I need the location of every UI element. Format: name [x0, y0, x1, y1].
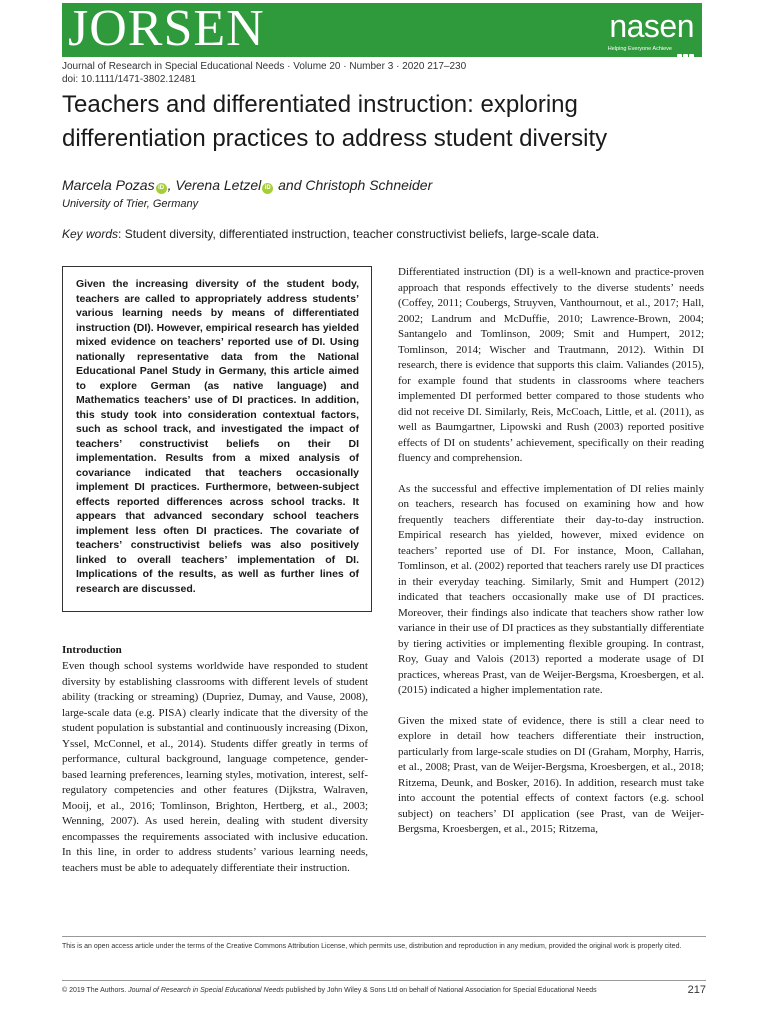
copyright-text: © 2019 The Authors.	[62, 987, 129, 994]
body-paragraph: As the successful and effective implementation of DI relies mainly on teachers, research has focused on examining how and how frequently teachers differentiate their day-to-day instruction. Empirical research has yielded, however, mixed evidence on teachers’ reported use of DI. For instance, Moon, Callahan, Tomlinson, et al. (2002) reported that teachers rarely use DI practices in their everyday teaching. Similarly, Smit and Humpert (2012) indicated that teachers occasionally make use of DI practices. Moreover, their findings also indicate that teachers show rather low variance in their use of DI practices as they substantially differentiate by tiering activities or implementing flexible grouping. In contrast, Roy, Guay and Valois (2013) reported a moderate usage of DI practices, whereas Prast, van de Weijer-Bergsma, Kroesbergen, et al. (2015) indicated a higher implementation rate.	[398, 482, 704, 696]
orcid-icon[interactable]: iD	[262, 183, 273, 194]
journal-title-logo: JORSEN	[68, 0, 265, 57]
author-name[interactable]: Verena Letzel	[175, 177, 262, 193]
affiliation: University of Trier, Germany	[62, 198, 199, 210]
author-separator: and	[274, 177, 306, 193]
footer-journal-name: Journal of Research in Special Educational Needs	[128, 987, 284, 994]
page-number: 217	[687, 984, 706, 996]
nasen-logo-text: nasen	[609, 8, 694, 44]
author-separator: ,	[167, 177, 176, 193]
body-paragraph: Even though school systems worldwide have responded to student diversity by establishing classrooms with different levels of student ability (tracking or streaming) (Dupriez, Dumay, and Vause, 2008), large-scale data (e.g. PISA) clearly indicate that the diversity of the student population is substantial and continuously increasing (Dixon, Yssel, McConnel, et al., 2014). Students differ greatly in terms of performance, cultural background, language competence, gender-based learning preferences, learning styles, motivation, interest, self-regulatory competencies and other features (Dijkstra, Walraven, Mooij, et al., 2016; Tomlinson, Brighton, Hertberg, et al., 2003; Wenning, 2007). As used herein, dealing with student diversity encompasses the requirements associated with inclusive education. In this line, in order to address students’ various learning needs, teachers must be able to adequately differentiate their instruction.	[62, 660, 368, 874]
doi[interactable]: doi: 10.1111/1471-3802.12481	[62, 74, 197, 85]
body-paragraph: Differentiated instruction (DI) is a well-known and practice-proven approach that responds effectively to the diverse students’ needs (Coffey, 2011; Coubergs, Struyven, Vanthournout, et al., 2017; Hall, 2002; Landrum and McDuffie, 2010; Lawrence-Brown, 2004; Santangelo and Tomlinson, 2009; Smit and Humpert, 2012; Tomlinson, 2014; Wischer and Trautmann, 2012). Within DI research, there is evidence that supports this claim. Valiandes (2015), for example found that students in classrooms where teachers implemented DI performed better compared to those students who did not receive DI. Similarly, Reis, McCoach, Little, et al. (2011), as well as Baumgartner, Lipowski and Rush (2003) reported positive effects of DI on students’ achievement, specifically on their reading fluency and comprehension.	[398, 266, 704, 464]
left-column	[62, 643, 368, 891]
keywords-list: : Student diversity, differentiated instruction, teacher constructivist beliefs, large-scale data.	[118, 227, 600, 241]
keywords-label: Key words	[62, 227, 119, 241]
right-column	[398, 265, 704, 853]
abstract-box	[62, 266, 372, 612]
journal-banner	[62, 0, 702, 57]
nasen-dots-icon	[676, 46, 694, 64]
abstract-text: Given the increasing diversity of the student body, teachers are called to appropriately address students’ various learning needs by means of differentiated instruction (DI). However, empirical research has yielded mixed evidence on teachers’ reported use of DI. Using nationally representative data from the National Educational Panel Study in Germany, this article aimed to explore German (as native language) and Mathematics teachers’ use of DI practices. In addition, this study took into consideration contextual factors, such as school track, and investigated the impact of teachers’ constructivist beliefs on their DI implementation. Results from a mixed analysis of covariance indicated that teachers occasionally implement DI practices. Furthermore, between-subject effects reported differences across school tracks. It appears that advanced secondary school teachers implement less often DI practices. The covariate of teachers’ constructivist beliefs was also positively linked to overall teachers’ implementation of DI. Implications of the results, as well as further lines of research are discussed.	[76, 278, 359, 595]
author-list	[62, 177, 432, 194]
keywords	[62, 227, 599, 241]
orcid-icon[interactable]: iD	[156, 183, 167, 194]
divider	[62, 936, 706, 937]
article-title: Teachers and differentiated instruction: exploring differentiation practices to address student diversity	[62, 91, 608, 152]
author-name[interactable]: Christoph Schneider	[305, 177, 433, 193]
journal-citation: Journal of Research in Special Educational Needs · Volume 20 · Number 3 · 2020 217–230	[62, 61, 467, 72]
body-paragraph: Given the mixed state of evidence, there is still a clear need to explore in detail how teachers differentiate their instruction, particularly from large-scale studies on DI (Graham, Morphy, Harris, et al., 2008; Prast, van de Weijer-Bergsma, Kroesbergen, et al., 2018; Ritzema, Deunk, and Bosker, 2016). In addition, research must take into account the potential effects of context factors (e.g. school subject) on teachers’ DI application (see Prast, van de Weijer-Bergsma, Kroesbergen, et al., 2015; Ritzema,	[398, 714, 704, 835]
divider	[62, 980, 706, 981]
footer-publisher: published by John Wiley & Sons Ltd on behalf of National Association for Special Educational Needs	[283, 987, 597, 994]
nasen-tagline: Helping Everyone Achieve	[607, 46, 672, 52]
section-heading-introduction: Introduction	[62, 644, 122, 656]
author-name[interactable]: Marcela Pozas	[62, 177, 155, 193]
license-notice: This is an open access article under the terms of the Creative Commons Attribution License, which permits use, distribution and reproduction in any medium, provided the original work is properly cited.	[62, 943, 682, 950]
nasen-logo[interactable]	[598, 8, 694, 53]
copyright-footer	[62, 987, 597, 994]
